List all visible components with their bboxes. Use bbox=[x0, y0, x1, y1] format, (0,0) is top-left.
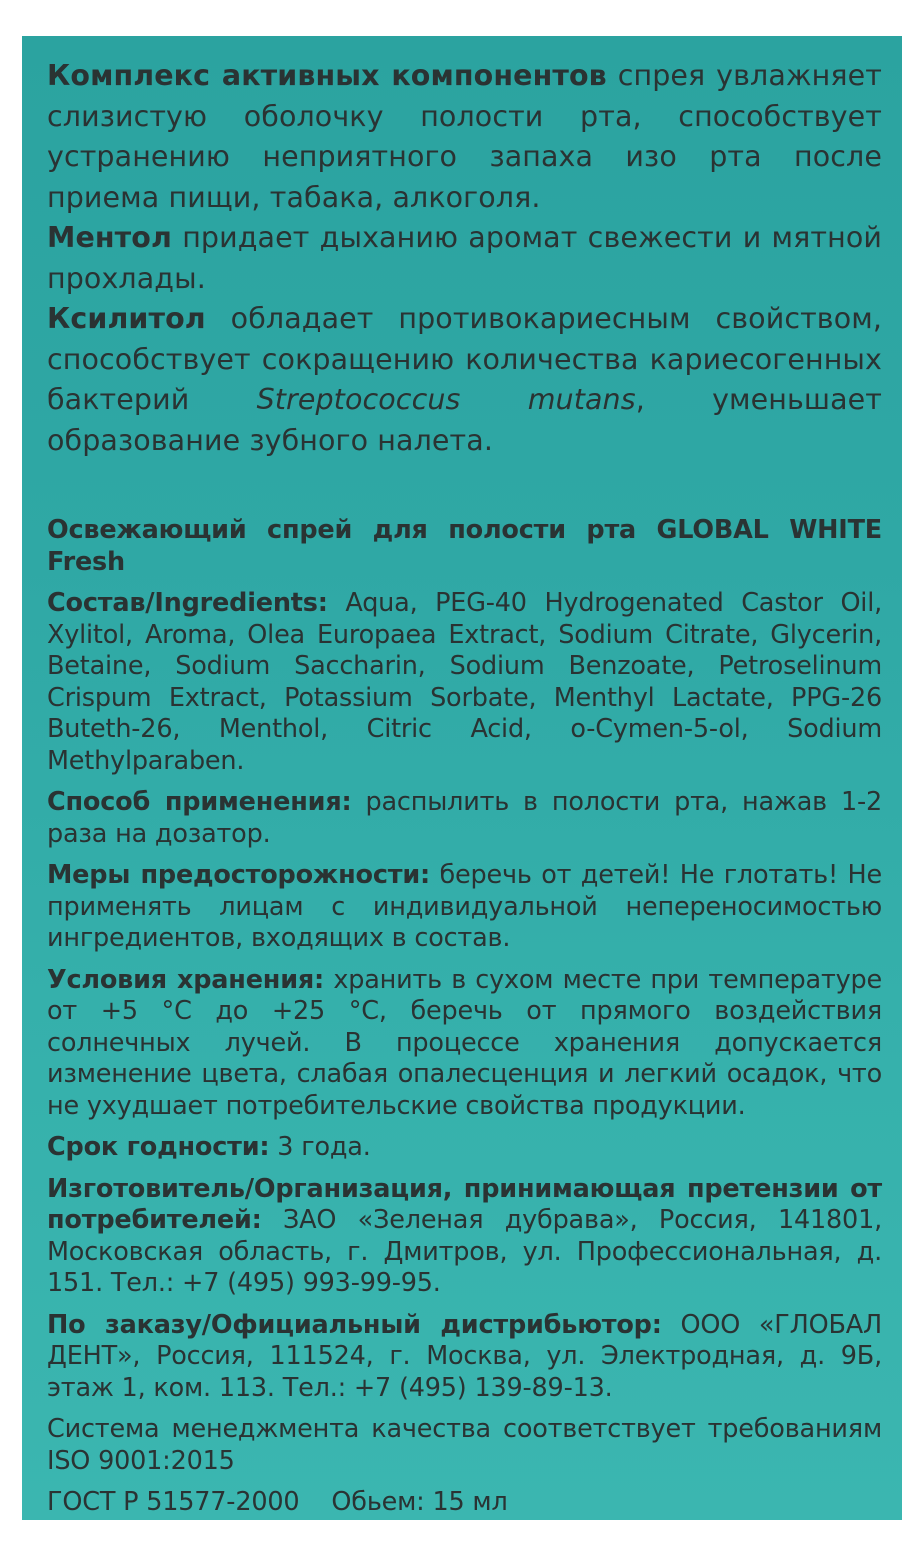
footer-line bbox=[47, 1487, 882, 1519]
intro-xylitol-text: обладает противокариесным свойством, способствует сокращению количества кариесогенных бактерий bbox=[47, 302, 882, 416]
storage-label: Условия хранения: bbox=[47, 964, 325, 995]
usage-label: Способ применения: bbox=[47, 787, 352, 817]
usage-paragraph bbox=[47, 787, 882, 850]
product-label bbox=[22, 36, 902, 1520]
shelf-life-text: 3 года. bbox=[269, 1132, 371, 1162]
intro-menthol-text: придает дыханию аромат свежести и мятной прохлады. bbox=[47, 221, 882, 295]
volume-text: Обьем: 15 мл bbox=[331, 1487, 508, 1517]
gost-standard: ГОСТ Р 51577-2000 bbox=[47, 1487, 300, 1517]
precautions-paragraph bbox=[47, 860, 882, 955]
ingredients-list: Aqua, PEG-40 Hydrogenated Castor Oil, Xylitol, Aroma, Olea Europaea Extract, Sodium Citrate, Glycerin, Betaine, Sodium Saccharin, Sodium Benzoate, Petroselinum Crispum Extract, Potassium Sorbate, Menthyl Lactate, PPG-26 Buteth-26, Menthol, Citric Acid, o-Cymen-5-ol, Sodium Methylparaben. bbox=[47, 588, 882, 776]
distributor-label: По заказу/Официальный дистрибьютор: bbox=[47, 1309, 662, 1340]
section-spacer bbox=[47, 461, 882, 515]
usage-text: распылить в полости рта, нажав 1-2 раза на дозатор. bbox=[47, 787, 882, 849]
intro-xylitol-text-end: , уменьшает образование зубного налета. bbox=[47, 383, 882, 457]
distributor-paragraph bbox=[47, 1310, 882, 1405]
intro-xylitol-heading: Ксилитол bbox=[47, 302, 206, 335]
ingredients-paragraph bbox=[47, 588, 882, 777]
storage-paragraph bbox=[47, 965, 882, 1123]
manufacturer-text: ЗАО «Зеленая дубрава», Россия, 141801, Московская область, г. Дмитров, ул. Профессиональная, д. 151. Тел.: +7 (495) 993-99-95. bbox=[47, 1205, 882, 1298]
manufacturer-label: Изготовитель/Организация, принимающая претензии от потребителей: bbox=[47, 1173, 882, 1235]
ingredients-label: Состав/Ingredients: bbox=[47, 588, 328, 618]
precautions-label: Меры предосторожности: bbox=[47, 860, 431, 890]
intro-bacteria-name: Streptococcus mutans bbox=[256, 383, 636, 416]
storage-text: хранить в сухом месте при температуре от +5 °С до +25 °С, беречь от прямого воздействия солнечных лучей. В процессе хранения допускается изменение цвета, слабая опалесценция и легкий осадок, что не ухудшает потребительские свойства продукции. bbox=[47, 964, 882, 1121]
product-title: Освежающий спрей для полости рта GLOBAL WHITE Fresh bbox=[47, 515, 882, 577]
intro-paragraph-complex bbox=[47, 56, 882, 218]
shelf-life-label: Срок годности: bbox=[47, 1132, 270, 1162]
shelf-life-paragraph bbox=[47, 1132, 882, 1164]
intro-complex-heading: Комплекс активных компонентов bbox=[47, 59, 607, 92]
intro-paragraph-menthol bbox=[47, 218, 882, 299]
precautions-text: беречь от детей! Не глотать! Не применять лицам с индивидуальной непереносимостью ингредиентов, входящих в состав. bbox=[47, 860, 882, 953]
quality-statement: Система менеджмента качества соответствует требованиям ISO 9001:2015 bbox=[47, 1414, 882, 1476]
manufacturer-paragraph bbox=[47, 1174, 882, 1300]
intro-complex-text: спрея увлажняет слизистую оболочку полости рта, способствует устранению неприятного запаха изо рта после приема пищи, табака, алкоголя. bbox=[47, 59, 882, 214]
distributor-text: ООО «ГЛОБАЛ ДЕНТ», Россия, 111524, г. Москва, ул. Электродная, д. 9Б, этаж 1, ком. 113. Тел.: +7 (495) 139-89-13. bbox=[47, 1309, 882, 1403]
intro-paragraph-xylitol bbox=[47, 299, 882, 461]
intro-menthol-heading: Ментол bbox=[47, 221, 172, 254]
